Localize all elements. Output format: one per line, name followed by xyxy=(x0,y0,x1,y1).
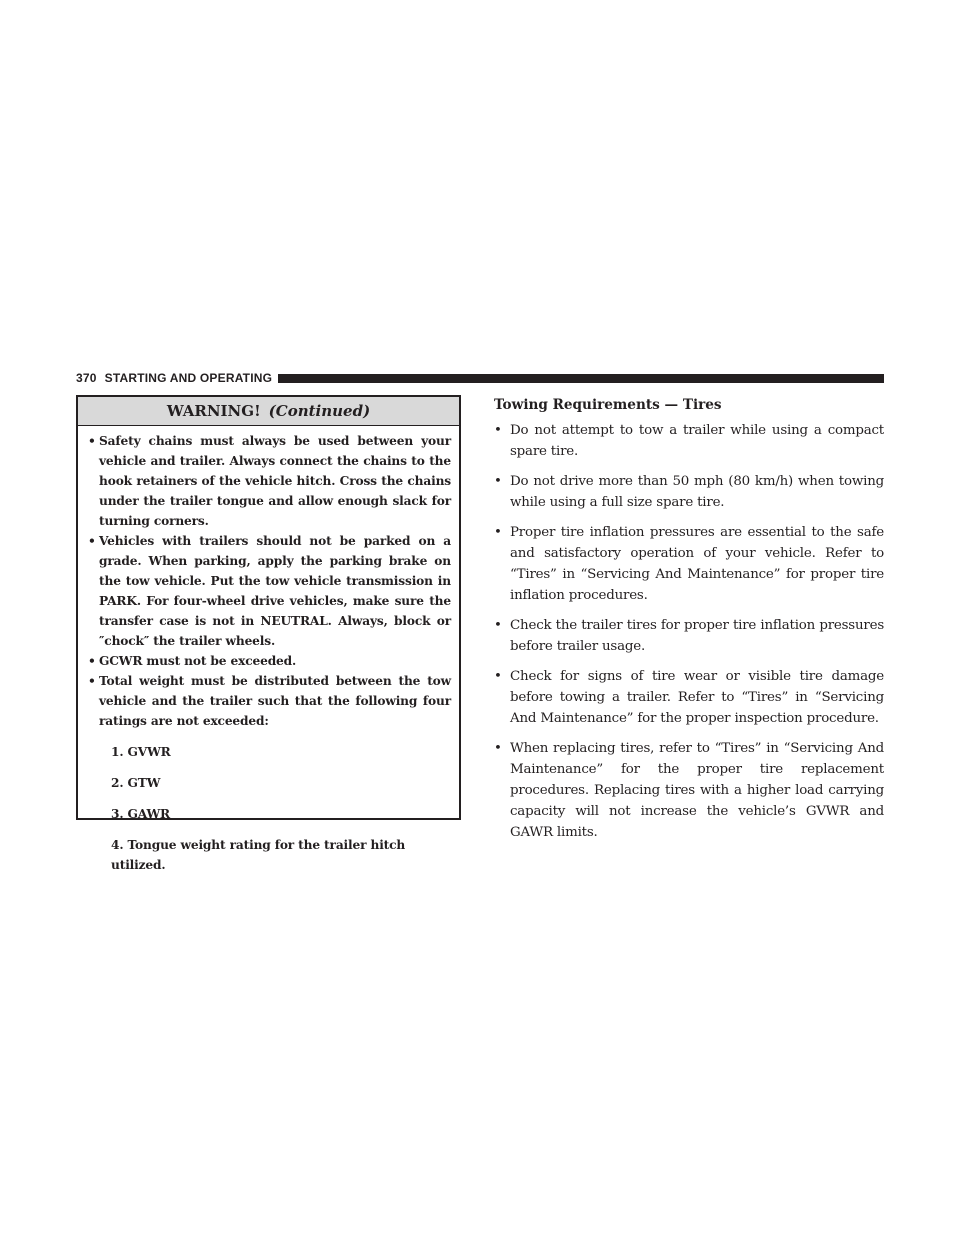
warning-bullet xyxy=(88,671,451,731)
bullet-icon: • xyxy=(494,525,502,540)
warning-bullet xyxy=(88,531,451,651)
section-heading: Towing Requirements — Tires xyxy=(494,397,722,413)
tire-bullet xyxy=(494,522,884,606)
bullet-icon: • xyxy=(88,434,96,448)
header-rule xyxy=(278,374,884,383)
rating-item: 2. GTW xyxy=(111,776,161,790)
tires-section xyxy=(494,395,884,852)
warning-bullet-text: Safety chains must always be used between your vehicle and trailer. Always connect the chains to the hook retainers of the vehicle hitch. Cross the chains under the trailer tongue and allow enough slack for turning corners. xyxy=(99,434,451,528)
tire-bullet-text: Check for signs of tire wear or visible tire damage before towing a trailer. Refer to “Tires” in “Servicing And Maintenance” for the proper inspection procedure. xyxy=(510,669,884,726)
warning-bullet xyxy=(88,431,451,531)
warning-body xyxy=(78,426,459,875)
bullet-icon: • xyxy=(494,423,502,438)
warning-title: WARNING! xyxy=(166,402,261,420)
page-number: 370 xyxy=(76,371,97,385)
warning-bullet xyxy=(88,651,451,671)
bullet-icon: • xyxy=(88,674,96,688)
rating-item: 4. Tongue weight rating for the trailer hitch utilized. xyxy=(111,838,406,872)
tire-bullet-text: Do not attempt to tow a trailer while using a compact spare tire. xyxy=(510,423,884,459)
warning-box xyxy=(76,395,461,872)
rating-item: 3. GAWR xyxy=(111,807,170,821)
tire-bullet xyxy=(494,738,884,843)
tire-bullet-text: Proper tire inflation pressures are essential to the safe and satisfactory operation of your vehicle. Refer to “Tires” in “Servicing And Maintenance” for proper tire inflation procedures. xyxy=(510,525,884,603)
warning-title-bar xyxy=(78,397,459,426)
bullet-icon: • xyxy=(494,669,502,684)
tire-bullet xyxy=(494,471,884,513)
warning-continued-label: (Continued) xyxy=(268,402,371,420)
bullet-icon: • xyxy=(494,474,502,489)
rating-item: 1. GVWR xyxy=(111,745,171,759)
bullet-icon: • xyxy=(494,618,502,633)
tire-bullet xyxy=(494,666,884,729)
warning-bullet-text: GCWR must not be exceeded. xyxy=(99,654,297,668)
tire-bullet-text: When replacing tires, refer to “Tires” in “Servicing And Maintenance” for the proper tire replacement procedures. Replacing tires with a higher load carrying capacity will not increase the vehicle’s GVWR and GAWR limits. xyxy=(510,741,884,840)
tire-bullet-text: Check the trailer tires for proper tire inflation pressures before trailer usage. xyxy=(510,618,884,654)
tire-bullet xyxy=(494,420,884,462)
tire-bullet-text: Do not drive more than 50 mph (80 km/h) when towing while using a full size spare tire. xyxy=(510,474,884,510)
warning-bullet-text: Total weight must be distributed between the tow vehicle and the trailer such that the following four ratings are not exceeded: xyxy=(99,674,451,728)
section-title: STARTING AND OPERATING xyxy=(104,371,273,385)
bullet-icon: • xyxy=(88,534,96,548)
warning-bullet-text: Vehicles with trailers should not be parked on a grade. When parking, apply the parking brake on the tow vehicle. Put the tow vehicle transmission in PARK. For four-wheel drive vehicles, make sure the transfer case is not in NEUTRAL. Always, block or ″chock″ the trailer wheels. xyxy=(99,534,451,648)
bullet-icon: • xyxy=(494,741,502,756)
tire-bullet xyxy=(494,615,884,657)
bullet-icon: • xyxy=(88,654,96,668)
page-header xyxy=(76,370,884,386)
